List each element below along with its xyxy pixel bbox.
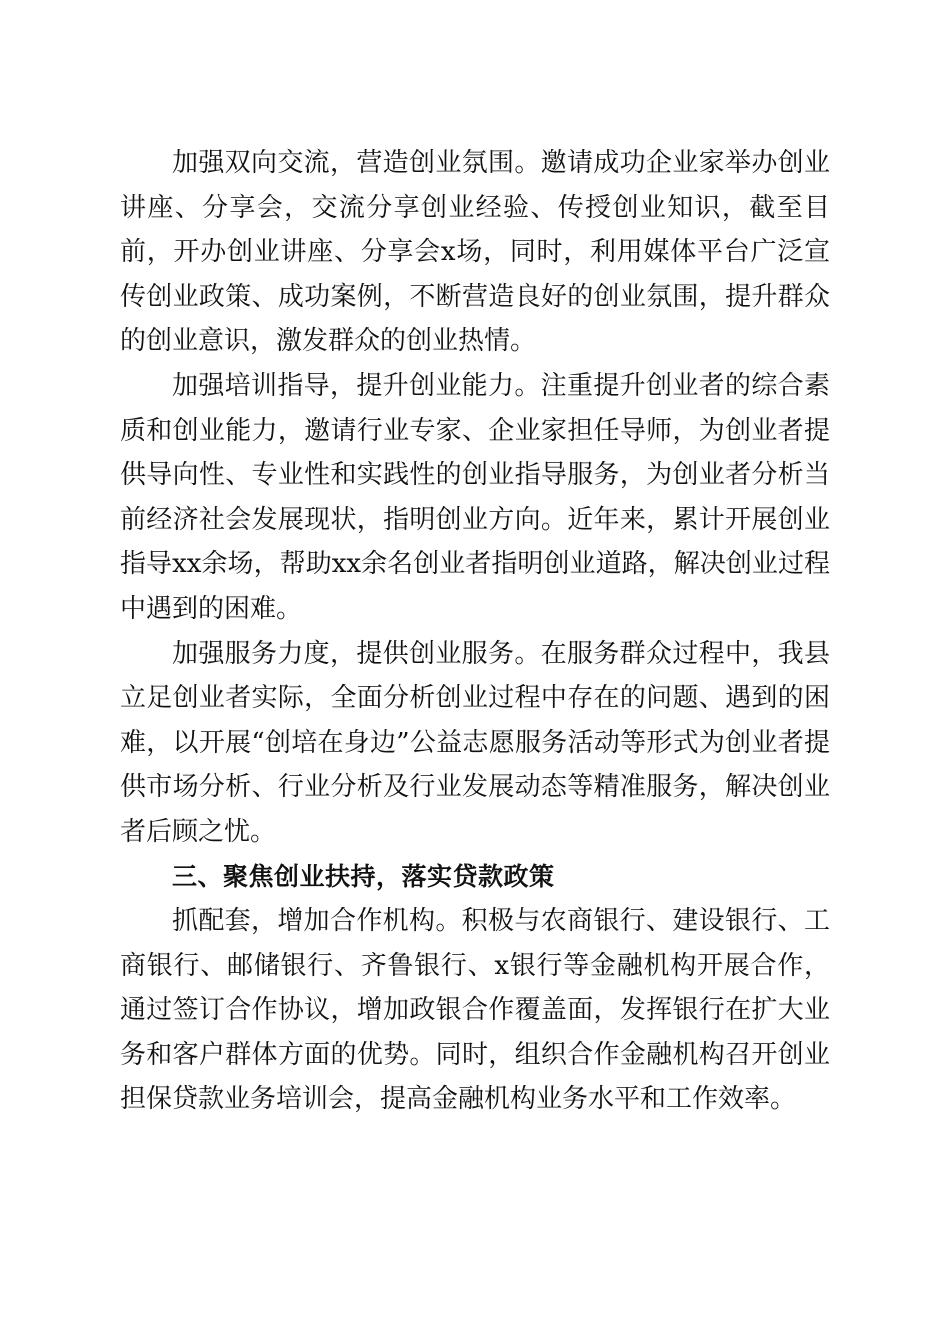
paragraph-service: 加强服务力度，提供创业服务。在服务群众过程中，我县立足创业者实际，全面分析创业过程中存在的问题、遇到的困难，以开展“创培在身边”公益志愿服务活动等形式为创业者提供市场分析、行业分析及行业发展动态等精准服务，解决创业者后顾之忧。 (120, 638, 830, 847)
paragraph-cooperation: 抓配套，增加合作机构。积极与农商银行、建设银行、工商银行、邮储银行、齐鲁银行、x银行等金融机构开展合作，通过签订合作协议，增加政银合作覆盖面，发挥银行在扩大业务和客户群体方面的优势。同时，组织合作金融机构召开创业担保贷款业务培训会，提高金融机构业务水平和工作效率。 (120, 906, 830, 1115)
paragraph-exchange: 加强双向交流，营造创业氛围。邀请成功企业家举办创业讲座、分享会，交流分享创业经验、传授创业知识，截至目前，开办创业讲座、分享会x场，同时，利用媒体平台广泛宣传创业政策、成功案例，不断营造良好的创业氛围，提升群众的创业意识，激发群众的创业热情。 (120, 148, 830, 357)
document-page (120, 141, 830, 1122)
paragraph-training: 加强培训指导，提升创业能力。注重提升创业者的综合素质和创业能力，邀请行业专家、企业家担任导师，为创业者提供导向性、专业性和实践性的创业指导服务，为创业者分析当前经济社会发展现状，指明创业方向。近年来，累计开展创业指导xx余场，帮助xx余名创业者指明创业道路，解决创业过程中遇到的困难。 (120, 370, 830, 624)
section-heading: 三、聚焦创业扶持，落实贷款政策 (172, 861, 555, 891)
